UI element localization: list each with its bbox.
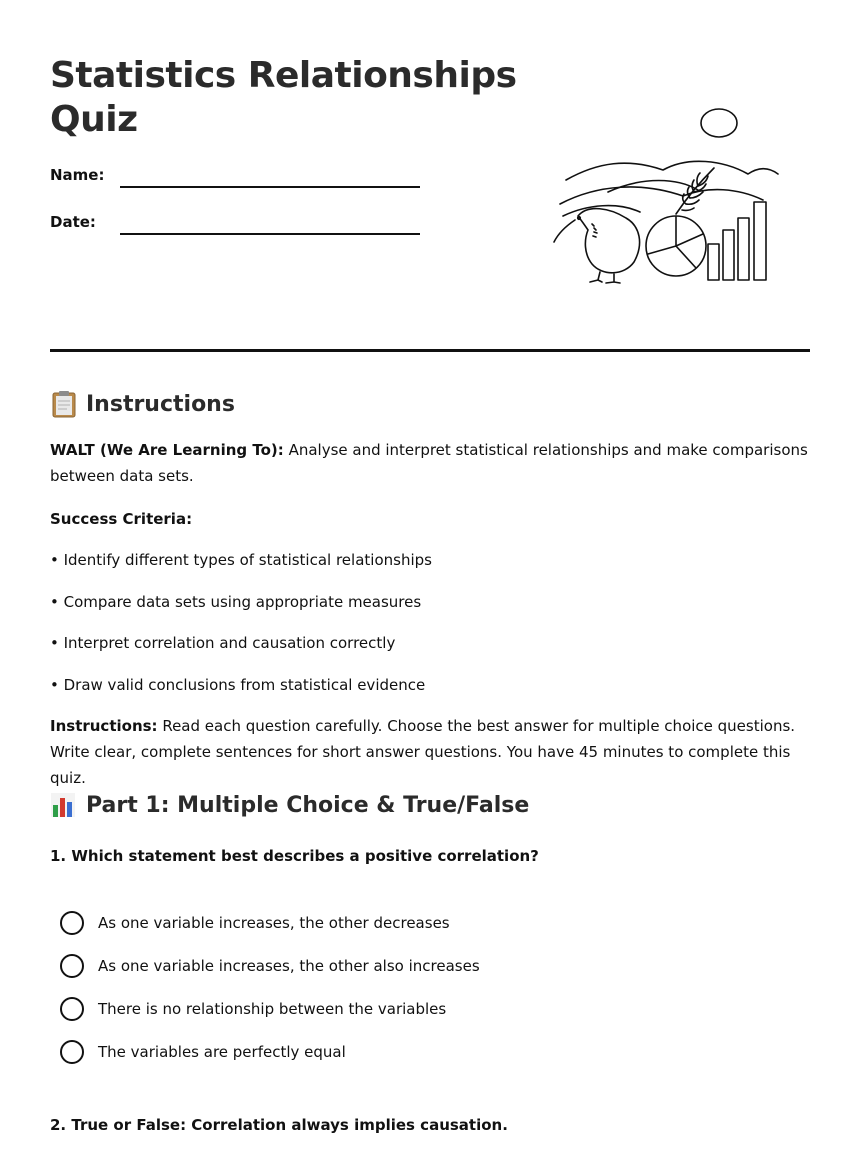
q1-option-a[interactable] (60, 910, 450, 936)
criteria-item: • Compare data sets using appropriate measures (50, 593, 422, 611)
option-label: As one variable increases, the other also increases (98, 957, 480, 975)
sun-icon (701, 109, 737, 137)
pie-chart-icon (646, 216, 706, 276)
walt-text: Analyse and interpret statistical relationships and make comparisons between data sets. (50, 441, 808, 485)
question-2: 2. True or False: Correlation always implies causation. (50, 1116, 508, 1134)
option-label: The variables are perfectly equal (98, 1043, 346, 1061)
page-title: Statistics Relationships Quiz (50, 55, 517, 140)
hills-icon (566, 161, 778, 180)
radio-button[interactable] (60, 997, 84, 1021)
radio-button[interactable] (60, 911, 84, 935)
criteria-item: • Draw valid conclusions from statistical evidence (50, 676, 426, 694)
instructions-label: Instructions: (50, 717, 158, 735)
date-field[interactable] (120, 233, 420, 235)
header-divider (50, 349, 810, 352)
name-field[interactable] (120, 186, 420, 188)
fern-icon (676, 168, 714, 214)
bar-chart-icon (708, 202, 766, 280)
walt-paragraph (50, 437, 810, 489)
instructions-heading (50, 390, 235, 418)
option-label: As one variable increases, the other decreases (98, 914, 450, 932)
option-label: There is no relationship between the variables (98, 1000, 447, 1018)
success-criteria-label: Success Criteria: (50, 510, 193, 528)
q1-option-b[interactable] (60, 953, 480, 979)
name-label: Name: (50, 166, 105, 184)
instructions-paragraph (50, 713, 810, 791)
part1-heading (50, 791, 529, 819)
instructions-title: Instructions (86, 391, 235, 417)
radio-button[interactable] (60, 1040, 84, 1064)
kiwi-statistics-illustration (548, 104, 784, 288)
radio-button[interactable] (60, 954, 84, 978)
bar-chart-icon (50, 791, 78, 819)
clipboard-icon (50, 390, 78, 418)
q1-option-c[interactable] (60, 996, 446, 1022)
instructions-text: Read each question carefully. Choose the best answer for multiple choice questions. Write clear, complete sentences for short answer questions. You have 45 minutes to complete this quiz. (50, 717, 796, 787)
walt-label: WALT (We Are Learning To): (50, 441, 284, 459)
q1-option-d[interactable] (60, 1039, 346, 1065)
part1-title: Part 1: Multiple Choice & True/False (86, 792, 530, 818)
criteria-item: • Identify different types of statistical relationships (50, 551, 432, 569)
kiwi-bird-icon (554, 209, 640, 283)
question-1: 1. Which statement best describes a positive correlation? (50, 847, 539, 865)
date-label: Date: (50, 213, 96, 231)
criteria-item: • Interpret correlation and causation correctly (50, 634, 396, 652)
